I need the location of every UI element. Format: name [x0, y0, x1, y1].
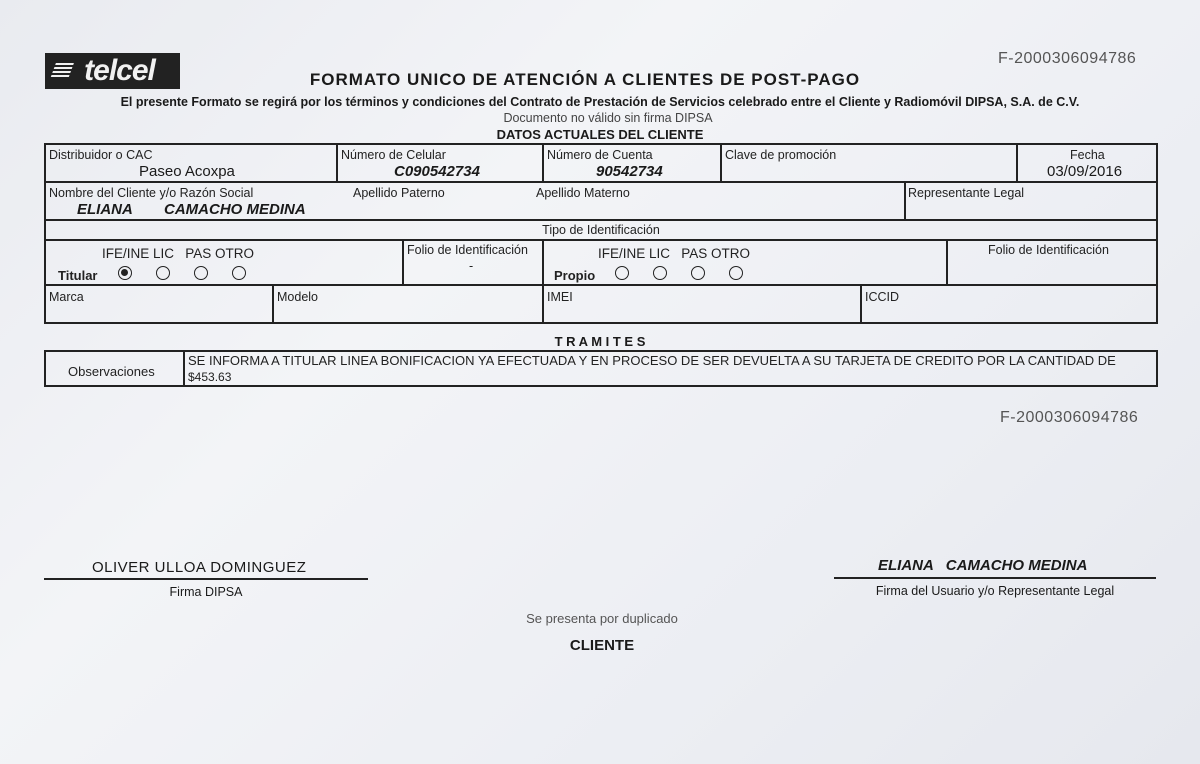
terms-text: El presente Formato se regirá por los términos y condiciones del Contrato de Prestación de Servicios celebrado entre el Cliente y Radiomóvil DIPSA, S.A. de C.V. — [120, 95, 1080, 109]
apellido-paterno-label: Apellido Paterno — [353, 186, 445, 200]
folio-top: F-2000306094786 — [998, 50, 1137, 67]
section-title: DATOS ACTUALES DEL CLIENTE — [496, 127, 704, 142]
copy-label: CLIENTE — [569, 637, 635, 654]
client-data-table — [44, 143, 1158, 324]
distribuidor-label: Distribuidor o CAC — [49, 148, 153, 162]
tramites-title: T R A M I T E S — [554, 334, 646, 349]
celular-value: C090542734 — [394, 163, 480, 180]
nombre-label: Nombre del Cliente y/o Razón Social — [49, 186, 254, 200]
fecha-label: Fecha — [1070, 148, 1105, 162]
dipsa-signature-label: Firma DIPSA — [169, 585, 243, 599]
client-signature-label: Firma del Usuario y/o Representante Legal — [875, 584, 1115, 598]
observaciones-line1: SE INFORMA A TITULAR LINEA BONIFICACION YA EFECTUADA Y EN PROCESO DE SER DEVUELTA A SU TARJETA DE CREDITO POR LA CANTIDAD DE — [188, 353, 1116, 368]
fecha-cell — [1018, 145, 1156, 181]
logo-text: telcel — [84, 54, 155, 87]
celular-cell — [338, 145, 542, 181]
cuenta-value: 90542734 — [596, 163, 663, 180]
modelo-label: Modelo — [277, 290, 318, 304]
observaciones-line2: $453.63 — [188, 370, 232, 384]
cuenta-label: Número de Cuenta — [547, 148, 653, 162]
observaciones-label: Observaciones — [68, 364, 155, 379]
distribuidor-value: Paseo Acoxpa — [139, 163, 235, 180]
client-signature-line — [834, 577, 1156, 579]
propio-label: Propio — [554, 268, 596, 283]
titular-radio-lic[interactable] — [156, 266, 170, 280]
tipo-identificacion-label: Tipo de Identificación — [542, 223, 660, 237]
folio-identificacion-value: - — [469, 259, 474, 273]
cuenta-cell — [544, 145, 720, 181]
nombre-value: ELIANA — [77, 201, 133, 218]
representante-label: Representante Legal — [908, 186, 1025, 200]
promocion-cell — [722, 145, 1016, 181]
titular-label: Titular — [58, 268, 98, 283]
observaciones-table — [44, 350, 1158, 387]
titular-options-header: IFE/INE LIC PAS OTRO — [102, 246, 255, 261]
distribuidor-cell — [46, 145, 336, 181]
propio-radio-ife[interactable] — [615, 266, 629, 280]
dipsa-signature-line — [44, 578, 368, 580]
iccid-label: ICCID — [865, 290, 900, 304]
titular-radio-otro[interactable] — [232, 266, 246, 280]
titular-radio-ife[interactable] — [118, 266, 132, 280]
propio-radio-lic[interactable] — [653, 266, 667, 280]
marca-label: Marca — [49, 290, 84, 304]
apellido-materno-label: Apellido Materno — [536, 186, 630, 200]
client-signer-name: ELIANA CAMACHO MEDINA — [878, 557, 1088, 574]
dipsa-signer-name: OLIVER ULLOA DOMINGUEZ — [92, 559, 307, 576]
folio-identificacion-label: Folio de Identificación — [407, 243, 528, 257]
apellidos-value: CAMACHO MEDINA — [164, 201, 306, 218]
propio-options-header: IFE/INE LIC PAS OTRO — [598, 246, 751, 261]
titular-radio-pas[interactable] — [194, 266, 208, 280]
promocion-label: Clave de promoción — [725, 148, 837, 162]
folio-identificacion-2-label: Folio de Identificación — [988, 243, 1109, 257]
imei-label: IMEI — [547, 290, 573, 304]
fecha-value: 03/09/2016 — [1047, 163, 1123, 180]
folio-bottom: F-2000306094786 — [1000, 409, 1139, 426]
duplicate-note: Se presenta por duplicado — [526, 611, 678, 626]
document-title: FORMATO UNICO DE ATENCIÓN A CLIENTES DE POST-PAGO — [309, 70, 861, 89]
propio-radio-otro[interactable] — [729, 266, 743, 280]
propio-radio-pas[interactable] — [691, 266, 705, 280]
not-valid-note: Documento no válido sin firma DIPSA — [503, 111, 713, 125]
celular-label: Número de Celular — [341, 148, 446, 162]
